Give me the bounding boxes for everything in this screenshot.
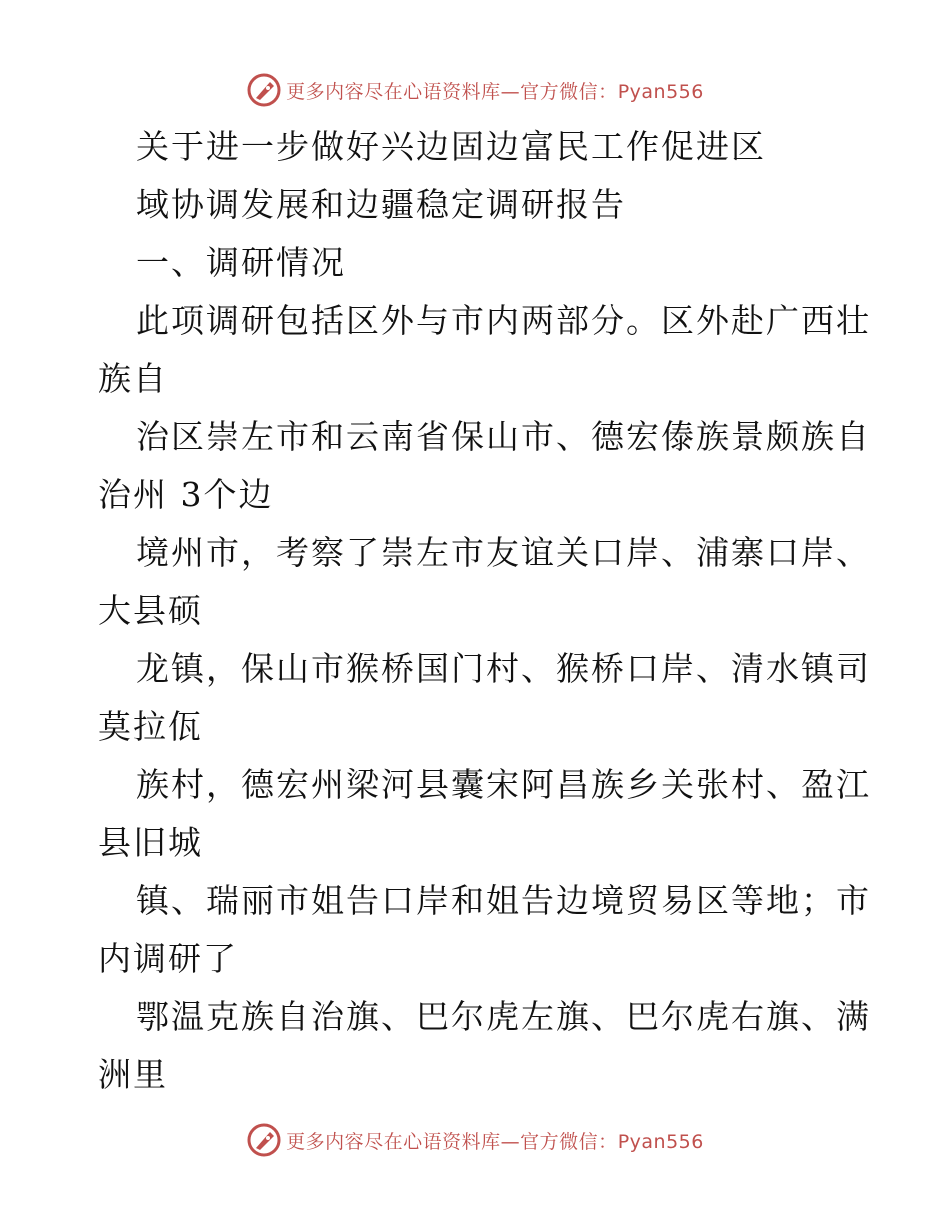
paragraph-line: 治州 3个边	[98, 475, 274, 514]
paragraph-line: 族村，德宏州梁河县囊宋阿昌族乡关张村、盈江	[136, 765, 871, 804]
paragraph-line: 洲里	[98, 1055, 168, 1094]
banner-wechat-id: Pyan556	[617, 1130, 704, 1153]
banner-site-text: 更多内容尽在心语资料库	[286, 80, 501, 103]
banner-separator: —	[500, 1130, 521, 1153]
doc-title-line-2: 域协调发展和边疆稳定调研报告	[136, 185, 626, 224]
doc-title-line-1: 关于进一步做好兴边固边富民工作促进区	[136, 127, 766, 166]
paragraph-line: 治区崇左市和云南省保山市、德宏傣族景颇族自	[136, 417, 871, 456]
banner-separator: —	[500, 80, 521, 103]
paragraph-line: 县旧城	[98, 823, 203, 862]
header-banner	[0, 70, 950, 110]
banner-wechat-label: 官方微信：	[520, 1130, 618, 1153]
paragraph-line: 鄂温克族自治旗、巴尔虎左旗、巴尔虎右旗、满	[136, 997, 871, 1036]
document-body	[98, 118, 871, 1104]
footer-banner	[0, 1120, 950, 1160]
paragraph-line: 镇、瑞丽市姐告口岸和姐告边境贸易区等地；市	[136, 881, 871, 920]
pen-nib-logo-icon	[246, 72, 282, 108]
banner-text	[286, 1127, 704, 1154]
banner-wechat-id: Pyan556	[617, 80, 704, 103]
paragraph-line: 境州市，考察了崇左市友谊关口岸、浦寨口岸、	[136, 533, 871, 572]
paragraph-line: 莫拉佤	[98, 707, 203, 746]
paragraph-line: 族自	[98, 359, 168, 398]
paragraph-line: 内调研了	[98, 939, 238, 978]
paragraph-line: 此项调研包括区外与市内两部分。区外赴广西壮	[136, 301, 871, 340]
paragraph-line: 大县硕	[98, 591, 203, 630]
banner-site-text: 更多内容尽在心语资料库	[286, 1130, 501, 1153]
pen-nib-logo-icon	[246, 1122, 282, 1158]
banner-text	[286, 77, 704, 104]
banner-wechat-label: 官方微信：	[520, 80, 618, 103]
paragraph-line: 龙镇，保山市猴桥国门村、猴桥口岸、清水镇司	[136, 649, 871, 688]
section-heading: 一、调研情况	[136, 243, 346, 282]
